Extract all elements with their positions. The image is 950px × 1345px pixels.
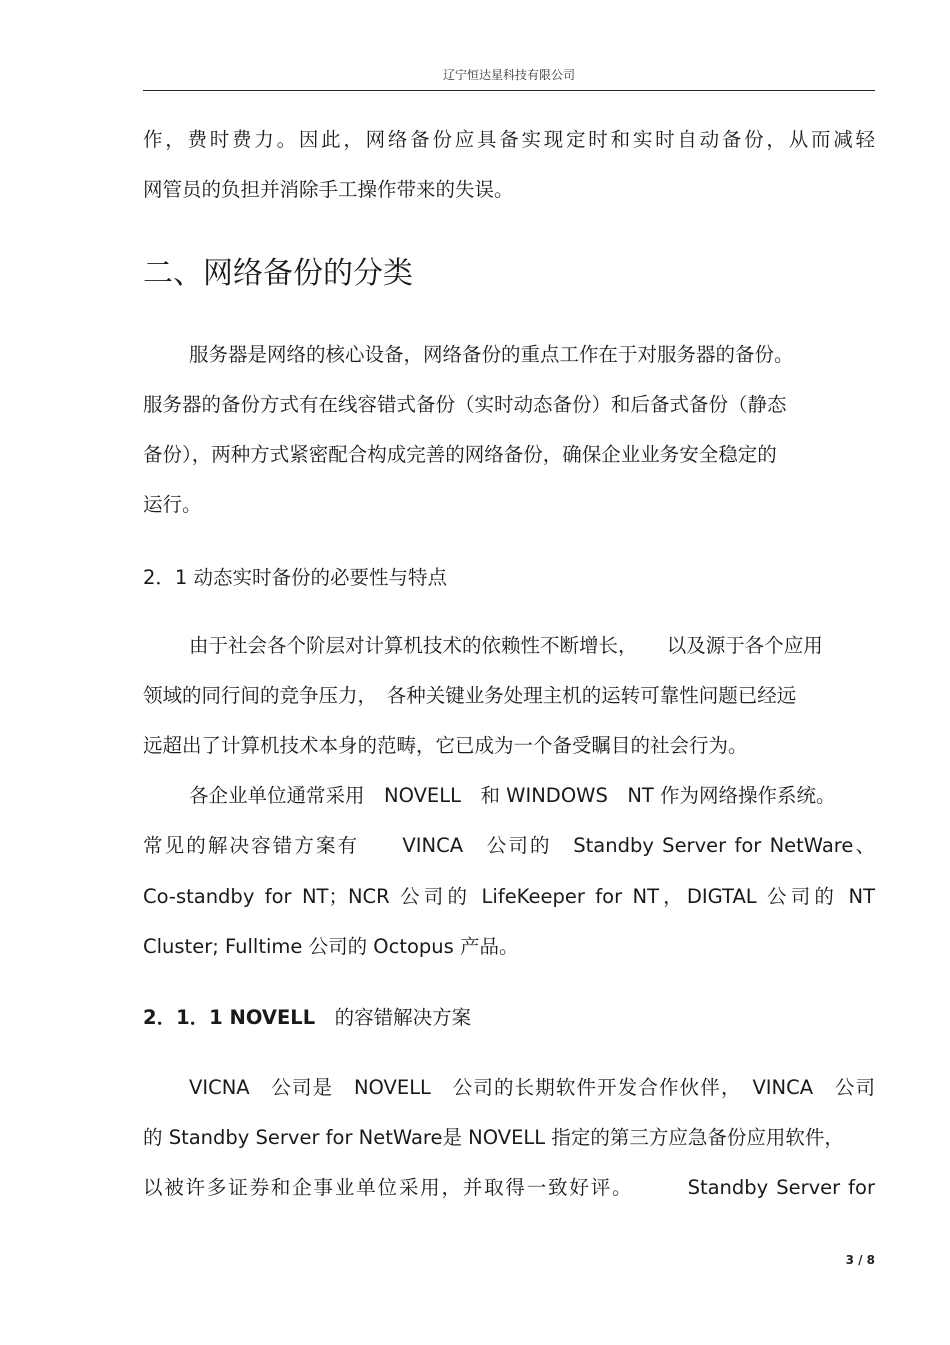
- header-rule: [143, 90, 875, 91]
- page-number: 3 / 8: [845, 1253, 875, 1267]
- paragraph-line: 由于社会各个阶层对计算机技术的依赖性不断增长， 以及源于各个应用: [189, 634, 823, 657]
- paragraph-line: 网管员的负担并消除手工操作带来的失误。: [143, 178, 514, 201]
- subsubsection-heading: [143, 1006, 471, 1030]
- paragraph-line: 各企业单位通常采用 NOVELL 和 WINDOWS NT 作为网络操作系统。: [189, 784, 836, 807]
- paragraph-line: 领域的同行间的竞争压力， 各种关键业务处理主机的运转可靠性问题已经远: [143, 684, 797, 707]
- heading-number: 2．1．1 NOVELL: [143, 1006, 316, 1029]
- section-heading: 二、网络备份的分类: [143, 256, 413, 291]
- paragraph-line: 作，费时费力。因此，网络备份应具备实现定时和实时自动备份，从而减轻: [143, 128, 875, 151]
- paragraph-line: 服务器的备份方式有在线容错式备份（实时动态备份）和后备式备份（静态: [143, 393, 787, 416]
- heading-text: 的容错解决方案: [334, 1006, 472, 1029]
- paragraph-line: Cluster; Fulltime 公司的 Octopus 产品。: [143, 935, 519, 958]
- subsection-heading: 2．1 动态实时备份的必要性与特点: [143, 566, 448, 589]
- paragraph-line: 的 Standby Server for NetWare是 NOVELL 指定的第三方应急备份应用软件，: [143, 1126, 844, 1149]
- page-header: 辽宁恒达星科技有限公司: [442, 68, 575, 82]
- paragraph-line: 以被许多证券和企事业单位采用，并取得一致好评。 Standby Server for: [143, 1176, 875, 1199]
- paragraph-line: 服务器是网络的核心设备，网络备份的重点工作在于对服务器的备份。: [189, 343, 794, 366]
- paragraph-line: 备份），两种方式紧密配合构成完善的网络备份，确保企业业务安全稳定的: [143, 443, 777, 466]
- paragraph-line: VICNA 公司是 NOVELL 公司的长期软件开发合作伙伴， VINCA 公司: [189, 1076, 875, 1099]
- paragraph-line: 远超出了计算机技术本身的范畴，它已成为一个备受瞩目的社会行为。: [143, 734, 748, 757]
- paragraph-line: 常见的解决容错方案有 VINCA 公司的 Standby Server for NetWare、: [143, 834, 875, 857]
- paragraph-line: 运行。: [143, 493, 202, 516]
- paragraph-line: Co-standby for NT；NCR 公司的 LifeKeeper for NT，DIGTAL 公司的 NT: [143, 885, 875, 908]
